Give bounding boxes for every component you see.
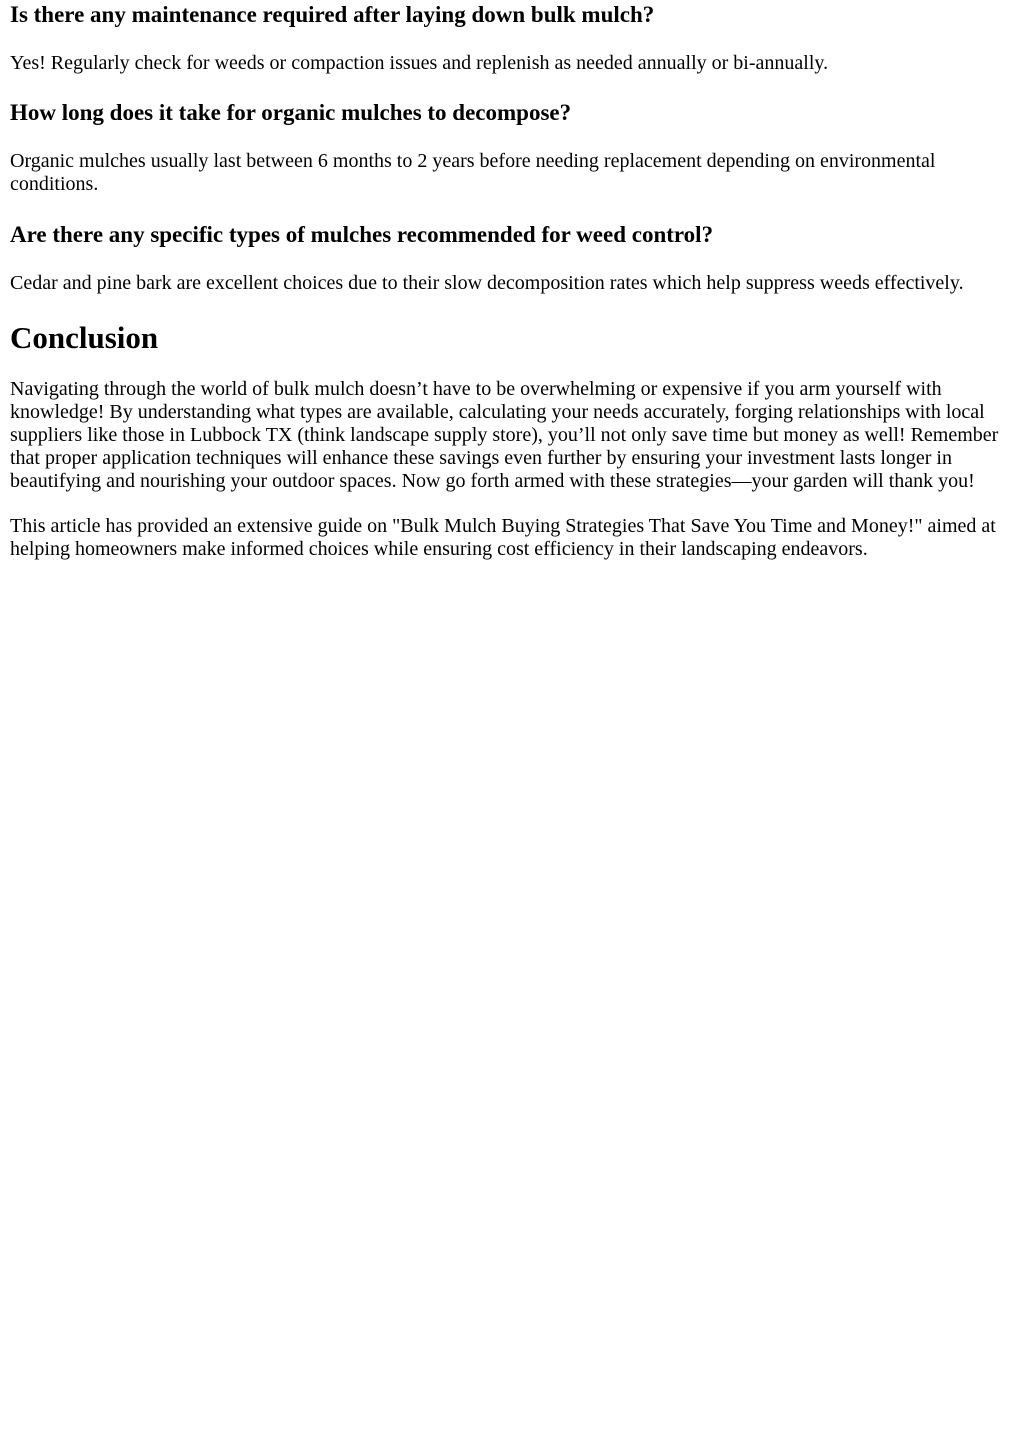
conclusion-paragraph: Navigating through the world of bulk mulch doesn’t have to be overwhelming or expensive if you arm yourself with knowledge! By understanding what types are available, calculating your needs accurately, forging relationships with local suppliers like those in Lubbock TX (think landscape supply store), you’ll not only save time but money as well! Remember that proper application techniques will enhance these savings even further by ensuring your investment lasts longer in beautifying and nourishing your outdoor spaces. Now go forth armed with these strategies—your garden will thank you!: [10, 378, 999, 492]
article-page: [0, 0, 1024, 561]
faq-question-maintenance: Is there any maintenance required after laying down bulk mulch?: [10, 2, 655, 27]
article-summary-paragraph: This article has provided an extensive guide on "Bulk Mulch Buying Strategies That Save You Time and Money!" aimed at helping homeowners make informed choices while ensuring cost efficiency in their landscaping endeavors.: [10, 515, 996, 560]
faq-answer-maintenance: Yes! Regularly check for weeds or compaction issues and replenish as needed annually or bi-annually.: [10, 52, 829, 74]
faq-question-weed-control: Are there any specific types of mulches recommended for weed control?: [10, 222, 714, 247]
faq-answer-weed-control: Cedar and pine bark are excellent choices due to their slow decomposition rates which help suppress weeds effectively.: [10, 272, 964, 294]
faq-question-decompose: How long does it take for organic mulches to decompose?: [10, 100, 572, 125]
faq-answer-decompose: Organic mulches usually last between 6 months to 2 years before needing replacement depending on environmental conditions.: [10, 150, 936, 195]
conclusion-heading: Conclusion: [10, 320, 159, 355]
